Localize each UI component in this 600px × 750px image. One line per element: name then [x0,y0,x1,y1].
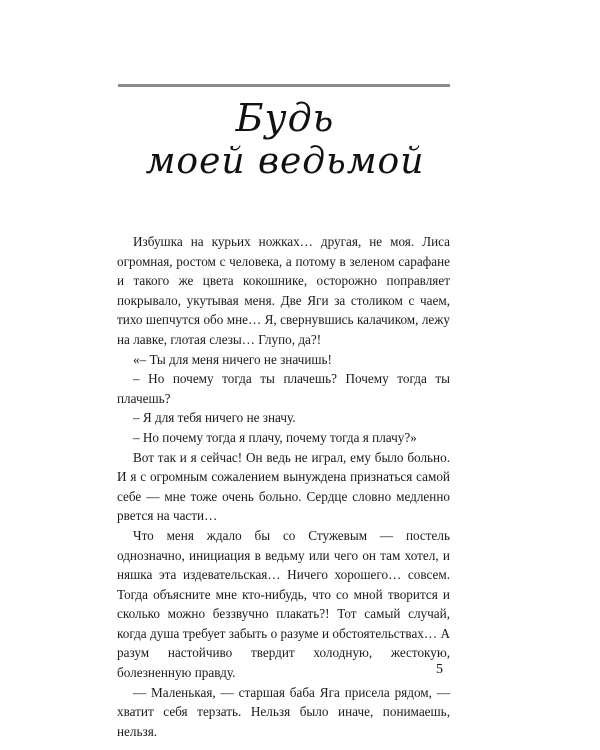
paragraph: – Но почему тогда я плачу, почему тогда я плачу?» [133,429,417,445]
paragraph: Избушка на курьих ножках… другая, не моя. Лиса огромная, ростом с человека, а потому в зеленом сарафане и такого же цвета кокошнике, осторожно поправляет покрывало, укутывая меня. Две Яги за столиком с чаем, тихо шепчутся обо мне… Я, свернувшись калачиком, лежу на лавке, глотая слезы… Глупо, да?! [117,234,450,347]
chapter-title-line-2: моей ведьмой [145,141,425,182]
page-number: 5 [436,662,443,677]
header-rule [118,84,450,87]
chapter-title-line-1: Будь [235,96,335,140]
paragraph: — Маленькая, — старшая баба Яга присела рядом, — хватит себя терзать. Нельзя было иначе, понимаешь, нельзя. [117,684,450,739]
paragraph: – Но почему тогда ты плачешь? Почему тогда ты плачешь? [117,371,450,406]
chapter-body [117,232,450,741]
paragraph: Что меня ждало бы со Стужевым — постель однозначно, инициация в ведьму или чего он там хотел, и няшка эта издевательская… Ничего хорошего… совсем. Тогда объясните мне кто-нибудь, что со мной творится и сколько можно беззвучно плакать?! Тот самый случай, когда душа требует забыть о разуме и обстоятельствах… А разум настойчиво твердит холодную, жестокую, болезненную правду. [117,527,450,681]
paragraph: Вот так и я сейчас! Он ведь не играл, ему было больно. И я с огромным сожалением вынуждена признаться самой себе — мне тоже очень больно. Сердце словно медленно рвется на части… [117,449,450,524]
paragraph: «– Ты для меня ничего не значишь! [133,351,332,367]
paragraph: – Я для тебя ничего не значу. [133,410,296,426]
